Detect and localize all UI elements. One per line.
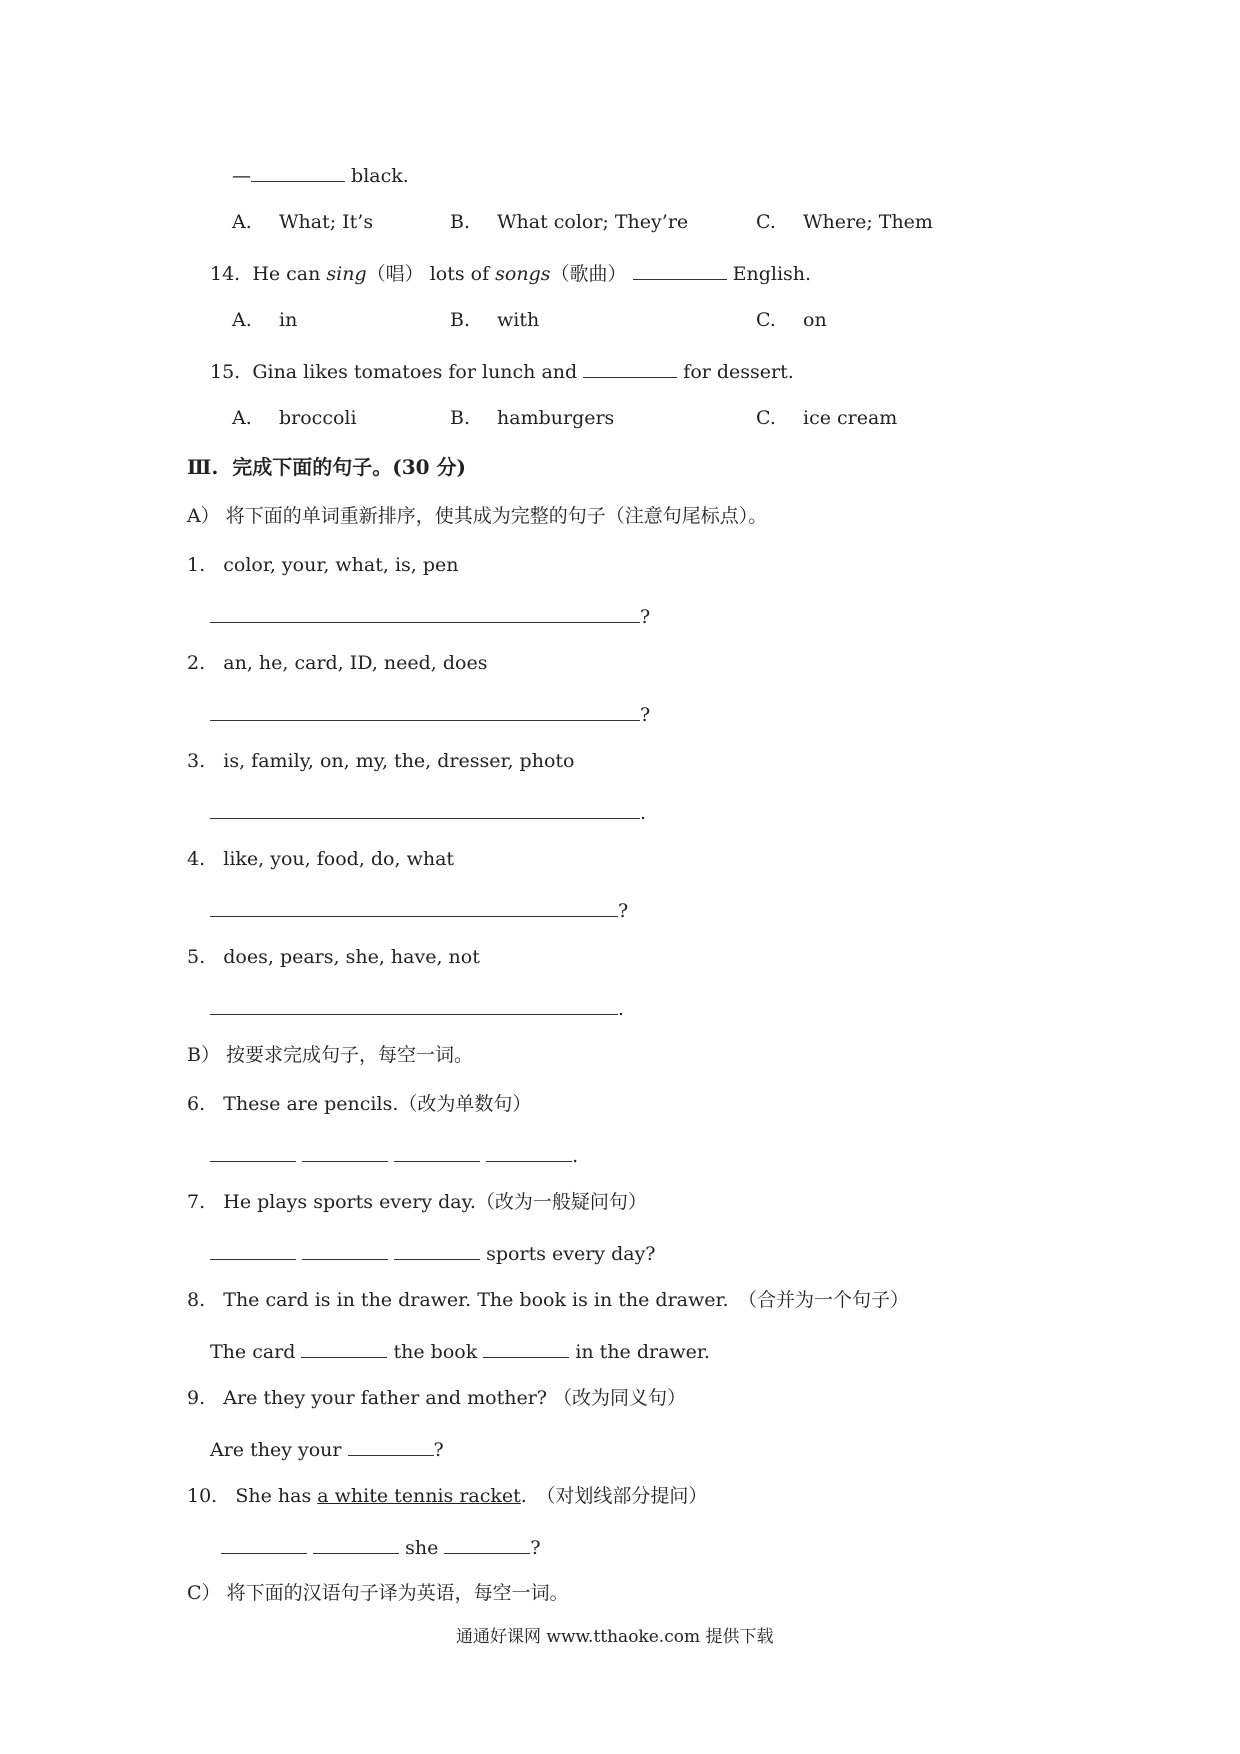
section-heading: [187, 455, 466, 479]
q6-text: These are pencils.（改为单数句）: [223, 1093, 532, 1115]
scrambled-words: like, you, food, do, what: [223, 848, 455, 870]
blank[interactable]: [251, 161, 345, 182]
option-a[interactable]: in: [279, 309, 298, 331]
section-title: 完成下面的句子。(30 分): [232, 455, 466, 479]
reorder-question-3: [187, 749, 574, 773]
option-a[interactable]: What; It’s: [279, 211, 374, 233]
q15-text-before: Gina likes tomatoes for lunch and: [252, 361, 578, 383]
option-a-letter: A.: [232, 407, 252, 429]
q10-text: . （对划线部分提问）: [520, 1485, 708, 1507]
reorder-question-4: [187, 847, 454, 871]
blank[interactable]: [302, 1239, 388, 1260]
blank[interactable]: [486, 1141, 572, 1162]
option-b[interactable]: hamburgers: [497, 407, 615, 429]
q10-answer-text: she: [405, 1537, 439, 1559]
q13-answer-line: [232, 161, 409, 188]
answer-line-1: [210, 602, 650, 629]
option-b-letter: B.: [450, 407, 471, 429]
q7-text: He plays sports every day.（改为一般疑问句）: [223, 1191, 647, 1213]
end-punctuation: ?: [618, 900, 629, 922]
question-number: 15.: [210, 361, 241, 383]
question-number: 6.: [187, 1093, 206, 1115]
blank[interactable]: [583, 357, 677, 378]
option-c[interactable]: Where; Them: [803, 211, 933, 233]
question-14: [210, 259, 811, 286]
option-b-letter: B.: [450, 211, 471, 233]
question-number: 8.: [187, 1289, 206, 1311]
q14-italic-word: songs: [495, 263, 551, 285]
blank[interactable]: [301, 1337, 387, 1358]
end-punctuation: ?: [530, 1537, 541, 1559]
end-punctuation: .: [572, 1145, 579, 1167]
answer-blank[interactable]: [210, 700, 640, 721]
question-number: 1.: [187, 554, 206, 576]
option-b-letter: B.: [450, 309, 471, 331]
reorder-question-2: [187, 651, 487, 675]
option-a[interactable]: broccoli: [279, 407, 357, 429]
scrambled-words: does, pears, she, have, not: [223, 946, 480, 968]
q9-text: Are they your father and mother? （改为同义句）: [223, 1387, 687, 1409]
q13-tail-text: black.: [351, 165, 409, 187]
option-b[interactable]: What color; They’re: [497, 211, 689, 233]
scrambled-words: an, he, card, ID, need, does: [223, 652, 488, 674]
q14-text-1: He can: [252, 263, 327, 285]
end-punctuation: .: [618, 998, 625, 1020]
answer-line-5: [210, 994, 624, 1021]
blank[interactable]: [302, 1141, 388, 1162]
question-number: 9.: [187, 1387, 206, 1409]
blank[interactable]: [313, 1533, 399, 1554]
q14-text-4: English.: [732, 263, 812, 285]
reorder-question-5: [187, 945, 480, 969]
q8-answer-text: The card: [210, 1341, 296, 1363]
part-a-instruction: A） 将下面的单词重新排序，使其成为完整的句子（注意句尾标点）。: [187, 505, 768, 527]
option-a-letter: A.: [232, 309, 252, 331]
scrambled-words: color, your, what, is, pen: [223, 554, 459, 576]
option-c-letter: C.: [756, 211, 776, 233]
answer-line-2: [210, 700, 650, 727]
question-number: 5.: [187, 946, 206, 968]
question-6: [187, 1092, 531, 1116]
question-number: 7.: [187, 1191, 206, 1213]
dash: —: [232, 165, 251, 187]
question-number: 10.: [187, 1485, 218, 1507]
q8-text: The card is in the drawer. The book is in the drawer. （合并为一个句子）: [223, 1289, 910, 1311]
answer-blank[interactable]: [210, 602, 640, 623]
blank[interactable]: [221, 1533, 307, 1554]
scrambled-words: is, family, on, my, the, dresser, photo: [223, 750, 575, 772]
end-punctuation: ?: [640, 606, 651, 628]
question-number: 3.: [187, 750, 206, 772]
q10-answer-line: [221, 1533, 541, 1560]
q8-answer-line: [210, 1337, 710, 1364]
q6-answer-line: [210, 1141, 578, 1168]
blank[interactable]: [348, 1435, 434, 1456]
part-c-instruction: C） 将下面的汉语句子译为英语，每空一词。: [187, 1582, 569, 1604]
answer-blank[interactable]: [210, 896, 618, 917]
end-punctuation: .: [640, 802, 647, 824]
q9-answer-text: Are they your: [210, 1439, 342, 1461]
end-punctuation: ?: [640, 704, 651, 726]
option-c-letter: C.: [756, 309, 776, 331]
option-c[interactable]: ice cream: [803, 407, 898, 429]
question-15: [210, 357, 794, 384]
q8-answer-text: in the drawer.: [575, 1341, 710, 1363]
question-number: 2.: [187, 652, 206, 674]
question-number: 4.: [187, 848, 206, 870]
q9-answer-line: [210, 1435, 444, 1462]
answer-blank[interactable]: [210, 994, 618, 1015]
answer-blank[interactable]: [210, 798, 640, 819]
question-10: [187, 1484, 707, 1508]
q15-text-after: for dessert.: [683, 361, 794, 383]
q10-text: She has: [235, 1485, 318, 1507]
option-c[interactable]: on: [803, 309, 827, 331]
question-8: [187, 1288, 909, 1312]
q7-tail-text: sports every day?: [486, 1243, 656, 1265]
q14-text-3: （歌曲）: [550, 263, 627, 285]
blank[interactable]: [210, 1239, 296, 1260]
section-number: Ⅲ.: [187, 455, 219, 479]
q14-italic-word: sing: [326, 263, 367, 285]
answer-line-4: [210, 896, 628, 923]
underlined-phrase: a white tennis racket: [317, 1485, 521, 1507]
option-b[interactable]: with: [497, 309, 540, 331]
option-a-letter: A.: [232, 211, 252, 233]
blank[interactable]: [483, 1337, 569, 1358]
blank[interactable]: [394, 1239, 480, 1260]
q14-text-2: （唱） lots of: [366, 263, 496, 285]
end-punctuation: ?: [433, 1439, 444, 1461]
part-b-instruction: B） 按要求完成句子，每空一词。: [187, 1044, 474, 1066]
q8-answer-text: the book: [393, 1341, 478, 1363]
blank[interactable]: [633, 259, 727, 280]
question-number: 14.: [210, 263, 241, 285]
reorder-question-1: [187, 553, 459, 577]
answer-line-3: [210, 798, 646, 825]
q7-answer-line: [210, 1239, 656, 1266]
blank[interactable]: [210, 1141, 296, 1162]
question-9: [187, 1386, 686, 1410]
page-footer: 通通好课网 www.tthaoke.com 提供下载: [456, 1627, 774, 1647]
question-7: [187, 1190, 647, 1214]
option-c-letter: C.: [756, 407, 776, 429]
blank[interactable]: [394, 1141, 480, 1162]
blank[interactable]: [444, 1533, 530, 1554]
